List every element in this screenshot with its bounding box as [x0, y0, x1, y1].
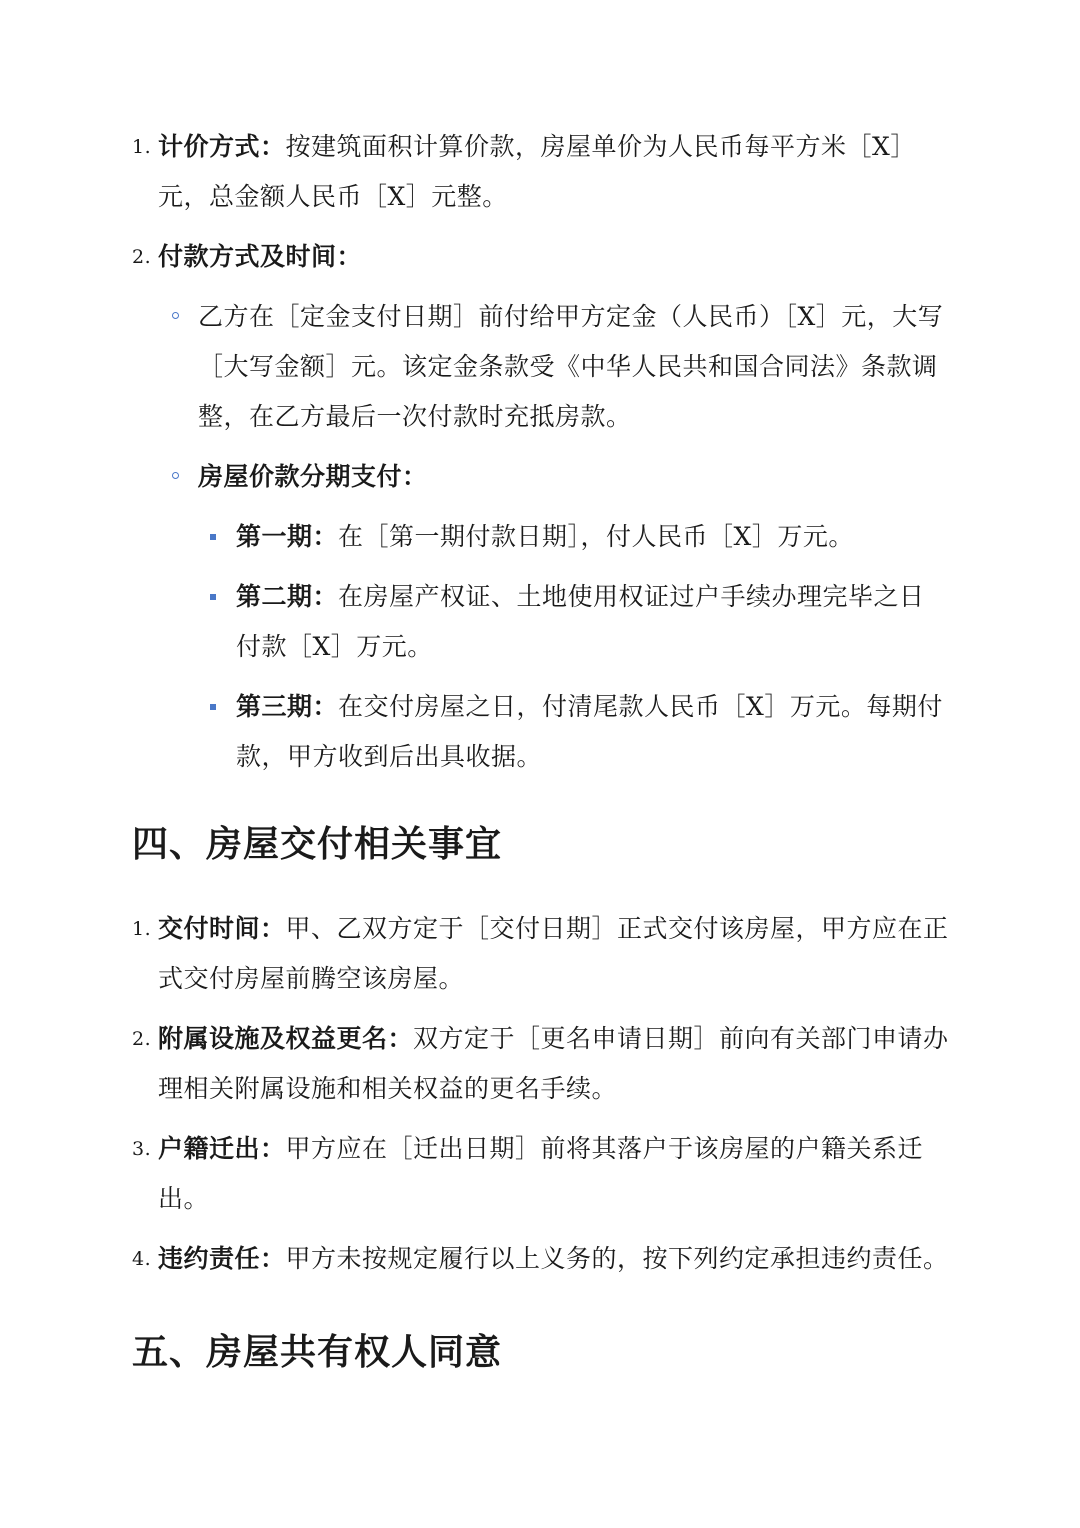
list-item-payment — [132, 232, 950, 282]
item-text: 乙方在［定金支付日期］前付给甲方定金（人民币）［X］元，大写［大写金额］元。该定金条款受《中华人民共和国合同法》条款调整，在乙方最后一次付款时充抵房款。 — [198, 302, 944, 431]
section-heading-4: 四、房屋交付相关事宜 — [132, 823, 503, 865]
item-label: 付款方式及时间： — [158, 242, 363, 271]
list-item-household — [132, 1124, 950, 1224]
list-number: 1. — [132, 918, 152, 940]
item-label: 违约责任： — [158, 1244, 286, 1273]
list-number: 4. — [132, 1248, 152, 1270]
list-number: 2. — [132, 246, 152, 268]
square-bullet-icon — [210, 534, 216, 540]
sub-item-deposit — [132, 292, 950, 442]
list-number: 2. — [132, 1028, 152, 1050]
section-heading-5: 五、房屋共有权人同意 — [132, 1331, 503, 1373]
item-label: 房屋价款分期支付： — [198, 462, 428, 491]
square-bullet-icon — [210, 704, 216, 710]
installment-item-2 — [132, 572, 950, 672]
installment-item-1 — [132, 512, 950, 562]
item-label: 第一期： — [236, 522, 339, 551]
item-text: 在房屋产权证、土地使用权证过户手续办理完毕之日付款［X］万元。 — [236, 582, 925, 661]
item-text: 甲、乙双方定于［交付日期］正式交付该房屋，甲方应在正式交付房屋前腾空该房屋。 — [158, 914, 949, 993]
item-text: 甲方未按规定履行以上义务的，按下列约定承担违约责任。 — [285, 1244, 949, 1273]
item-label: 户籍迁出： — [158, 1134, 286, 1163]
list-item-liability — [132, 1234, 950, 1284]
item-text: 甲方应在［迁出日期］前将其落户于该房屋的户籍关系迁出。 — [158, 1134, 924, 1213]
item-label: 交付时间： — [158, 914, 286, 943]
list-item-rename — [132, 1014, 950, 1114]
item-label: 附属设施及权益更名： — [158, 1024, 414, 1053]
square-bullet-icon — [210, 594, 216, 600]
item-text: 双方定于［更名申请日期］前向有关部门申请办理相关附属设施和相关权益的更名手续。 — [158, 1024, 949, 1103]
list-item-delivery-time — [132, 904, 950, 1004]
item-label: 第二期： — [236, 582, 339, 611]
list-number: 1. — [132, 136, 152, 158]
sub-item-installments — [132, 452, 950, 502]
circle-bullet-icon — [172, 472, 179, 479]
installment-item-3 — [132, 682, 950, 782]
item-text: 在交付房屋之日，付清尾款人民币［X］万元。每期付款，甲方收到后出具收据。 — [236, 692, 943, 771]
item-text: 按建筑面积计算价款，房屋单价为人民币每平方米［X］元，总金额人民币［X］元整。 — [158, 132, 916, 211]
item-label: 计价方式： — [158, 132, 286, 161]
list-number: 3. — [132, 1138, 152, 1160]
item-label: 第三期： — [236, 692, 339, 721]
list-item-pricing — [132, 122, 950, 222]
circle-bullet-icon — [172, 312, 179, 319]
item-text: 在［第一期付款日期］，付人民币［X］万元。 — [338, 522, 854, 551]
